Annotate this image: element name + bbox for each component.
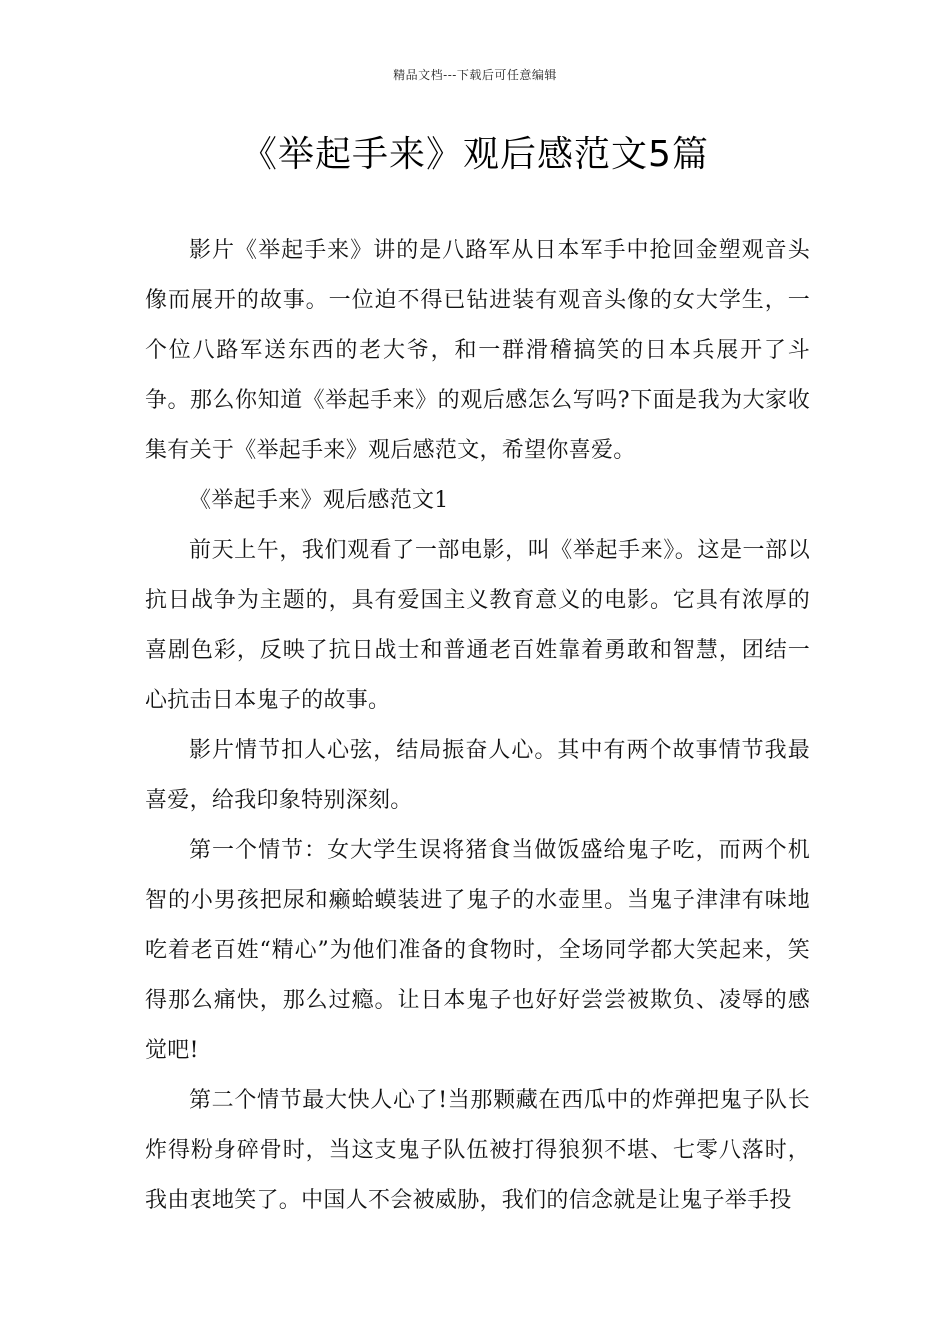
intro-paragraph: 影片《举起手来》讲的是八路军从日本军手中抢回金塑观音头像而展开的故事。一位迫不得已钻进装有观音头像的女大学生，一个位八路军送东西的老大爷，和一群滑稽搞笑的日本兵展开了斗争。那么你知道《举起手来》的观后感怎么写吗?下面是我为大家收集有关于《举起手来》观后感范文，希望你喜爱。 [145, 238, 810, 463]
body-paragraph: 影片情节扣人心弦，结局振奋人心。其中有两个故事情节我最喜爱，给我印象特别深刻。 [145, 738, 810, 813]
document-title: 《举起手来》观后感范文5篇 [241, 134, 709, 175]
body-paragraph: 前天上午，我们观看了一部电影，叫《举起手来》。这是一部以抗日战争为主题的，具有爱国主义教育意义的电影。它具有浓厚的喜剧色彩，反映了抗日战士和普通老百姓靠着勇敢和智慧，团结一心抗击日本鬼子的故事。 [145, 538, 810, 713]
document-body [145, 226, 810, 1226]
section-heading: 《举起手来》观后感范文1 [189, 488, 449, 513]
body-paragraph: 第一个情节：女大学生误将猪食当做饭盛给鬼子吃，而两个机智的小男孩把尿和癞蛤蟆装进了鬼子的水壶里。当鬼子津津有味地吃着老百姓“精心”为他们准备的食物时，全场同学都大笑起来，笑得那么痛快，那么过瘾。让日本鬼子也好好尝尝被欺负、凌辱的感觉吧! [145, 838, 810, 1063]
header-note: 精品文档---下载后可任意编辑 [393, 68, 557, 82]
body-paragraph: 第二个情节最大快人心了!当那颗藏在西瓜中的炸弹把鬼子队长炸得粉身碎骨时，当这支鬼子队伍被打得狼狈不堪、七零八落时，我由衷地笑了。中国人不会被威胁，我们的信念就是让鬼子举手投 [145, 1088, 810, 1213]
